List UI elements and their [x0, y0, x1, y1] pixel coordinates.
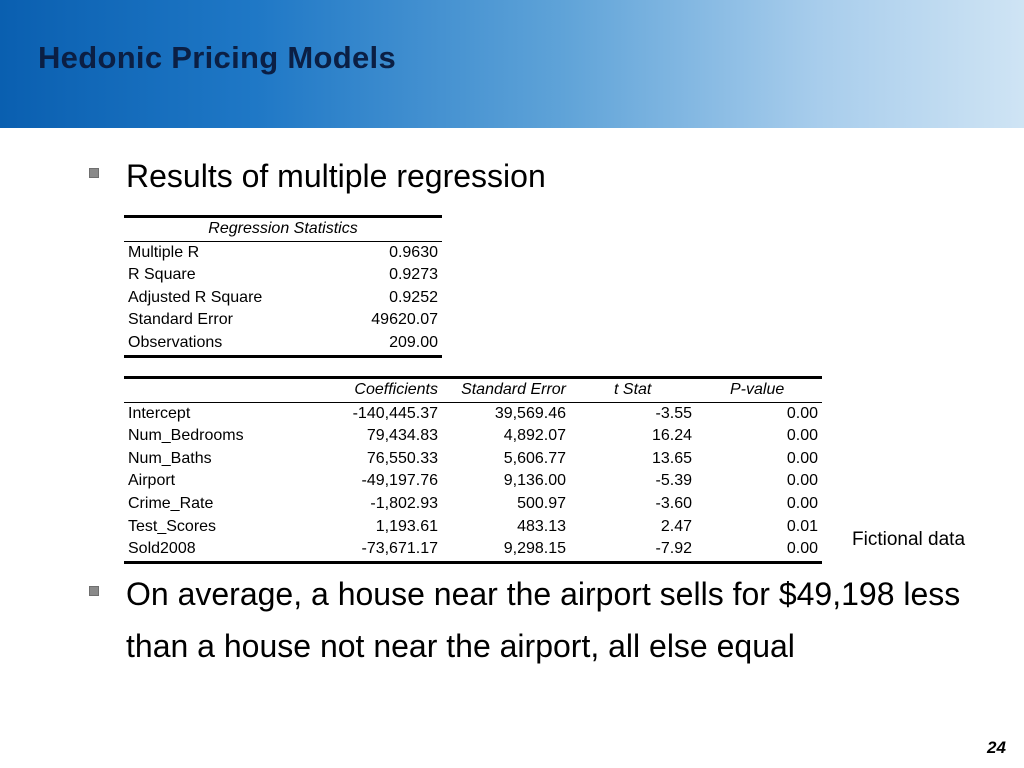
- coefficient-value: -1,802.93: [370, 494, 438, 512]
- page-number: 24: [987, 738, 1006, 757]
- table-row: [124, 470, 822, 493]
- table-row: [124, 448, 822, 471]
- bullet-square-icon: [89, 586, 99, 596]
- p-value: 0.00: [786, 449, 818, 467]
- variable-name: Airport: [128, 472, 176, 490]
- variable-name: Test_Scores: [128, 517, 217, 535]
- standard-error-value: 5,606.77: [503, 449, 566, 467]
- t-stat-value: 2.47: [660, 517, 692, 535]
- p-value: 0.00: [696, 538, 822, 562]
- bullet-text: Results of multiple regression: [126, 158, 546, 194]
- stat-value: 0.9273: [389, 266, 438, 284]
- table-row: [124, 309, 442, 332]
- coefficient-value: 1,193.61: [375, 517, 438, 535]
- variable-name: Sold2008: [124, 538, 314, 562]
- p-value: 0.00: [786, 427, 818, 445]
- p-value: 0.00: [786, 494, 818, 512]
- stat-label: Observations: [124, 332, 333, 356]
- coefficients-table: [124, 376, 822, 564]
- p-value: 0.01: [786, 517, 818, 535]
- t-stat-value: 16.24: [651, 427, 692, 445]
- standard-error-value: 483.13: [517, 517, 566, 535]
- t-stat-value: -7.92: [570, 538, 696, 562]
- slide-title: Hedonic Pricing Models: [38, 40, 396, 75]
- standard-error-value: 39,569.46: [494, 404, 566, 422]
- p-value: 0.00: [786, 472, 818, 490]
- column-header: Coefficients: [314, 378, 442, 403]
- standard-error-value: 9,298.15: [442, 538, 570, 562]
- column-header: Standard Error: [442, 378, 570, 403]
- variable-name: Intercept: [128, 404, 191, 422]
- stat-value: 49620.07: [371, 311, 438, 329]
- variable-name: Num_Bedrooms: [128, 427, 244, 445]
- stat-value: 209.00: [333, 332, 443, 356]
- column-header: [124, 378, 314, 403]
- table-header: Regression Statistics: [124, 217, 442, 242]
- stat-label: Standard Error: [128, 311, 233, 329]
- table-row: [124, 493, 822, 516]
- standard-error-value: 9,136.00: [503, 472, 566, 490]
- table-row: [124, 287, 442, 310]
- standard-error-value: 4,892.07: [503, 427, 566, 445]
- regression-statistics-table: [124, 215, 442, 358]
- stat-label: Multiple R: [128, 243, 200, 261]
- table-row: [124, 241, 442, 264]
- column-header: t Stat: [570, 378, 696, 403]
- table-row: [124, 425, 822, 448]
- table-row: [124, 332, 442, 356]
- variable-name: Crime_Rate: [128, 494, 214, 512]
- coefficient-value: -73,671.17: [314, 538, 442, 562]
- stat-value: 0.9252: [389, 288, 438, 306]
- coefficient-value: 79,434.83: [366, 427, 438, 445]
- t-stat-value: -3.60: [655, 494, 692, 512]
- table-row: [124, 538, 822, 562]
- bullet-text: On average, a house near the airport sells for $49,198 less than a house not near the airport, all else equal: [126, 576, 961, 664]
- stat-label: R Square: [128, 266, 196, 284]
- bullet-square-icon: [89, 168, 99, 178]
- t-stat-value: -3.55: [655, 404, 692, 422]
- bullet-regression-results: [126, 150, 546, 202]
- variable-name: Num_Baths: [128, 449, 212, 467]
- table-row: [124, 516, 822, 539]
- fictional-data-note: Fictional data: [852, 529, 966, 550]
- t-stat-value: 13.65: [651, 449, 692, 467]
- stat-label: Adjusted R Square: [128, 288, 263, 306]
- t-stat-value: -5.39: [655, 472, 692, 490]
- stat-value: 0.9630: [389, 243, 438, 261]
- column-header: P-value: [696, 378, 822, 403]
- coefficient-value: -140,445.37: [352, 404, 438, 422]
- coefficient-value: 76,550.33: [366, 449, 438, 467]
- coefficient-value: -49,197.76: [361, 472, 438, 490]
- table-row: [124, 402, 822, 425]
- standard-error-value: 500.97: [517, 494, 566, 512]
- table-row: [124, 264, 442, 287]
- p-value: 0.00: [786, 404, 818, 422]
- bullet-airport-interpretation: [126, 568, 966, 672]
